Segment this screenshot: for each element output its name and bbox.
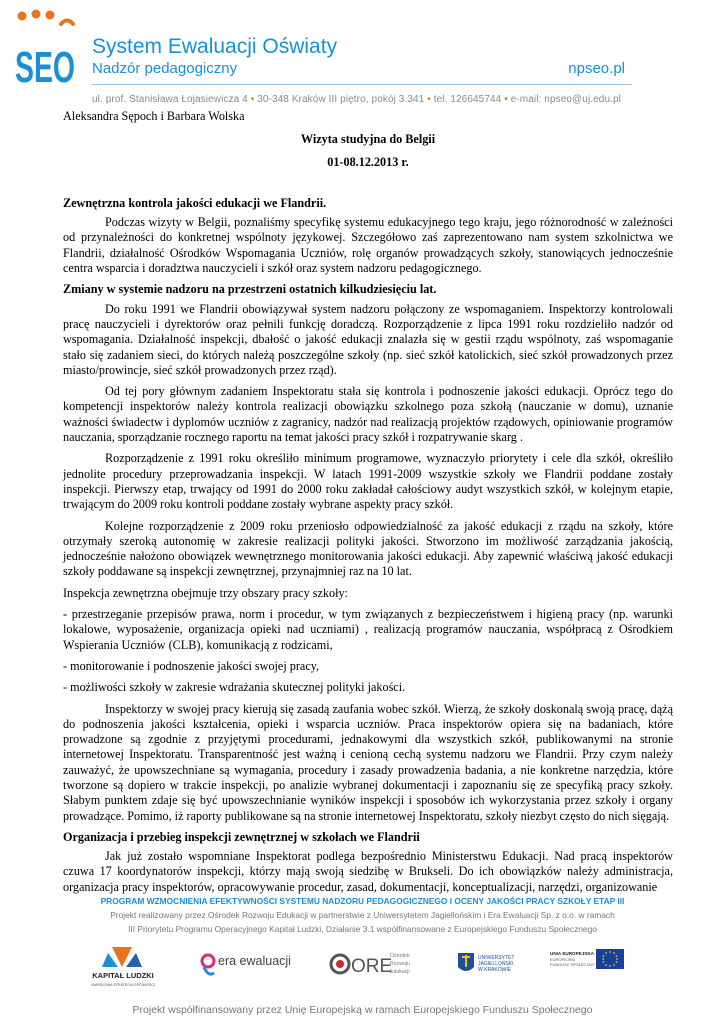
bullet-icon: • xyxy=(250,94,255,105)
svg-text:KAPITAŁ LUDZKI: KAPITAŁ LUDZKI xyxy=(92,971,154,980)
authors: Aleksandra Sępoch i Barbara Wolska xyxy=(63,109,245,123)
seo-logo xyxy=(14,10,78,92)
footer-cofinanced: Projekt współfinansowany przez Unię Europejską w ramach Europejskiego Funduszu Społecznego xyxy=(132,1004,593,1016)
svg-text:Edukacji: Edukacji xyxy=(390,969,410,975)
address-street: ul. prof. Stanisława Łojasiewicza 4 xyxy=(92,94,248,105)
kapital-ludzki-logo xyxy=(88,945,158,989)
eu-flag-icon xyxy=(548,945,628,989)
uj-logo xyxy=(454,945,534,989)
footer-priority: III Priorytetu Programu Operacyjnego Kapitał Ludzki, Działanie 3.1 współfinansowane z Europejskiego Funduszu Społecznego xyxy=(128,924,597,934)
list-item: - monitorowanie i podnoszenie jakości swojej pracy, xyxy=(63,658,320,673)
svg-text:UNIA EUROPEJSKA: UNIA EUROPEJSKA xyxy=(550,951,594,956)
paragraph: Inspekcja zewnętrzna obejmuje trzy obszary pracy szkoły: xyxy=(63,585,348,600)
era-ewaluacji-logo xyxy=(200,945,300,989)
footer-program: PROGRAM WZMOCNIENIA EFEKTYWNOŚCI SYSTEMU NADZORU PEDAGOGICZNEGO I OCENY JAKOŚCI PRACY SZKOŁY ETAP III xyxy=(100,896,625,906)
svg-text:Ośrodek: Ośrodek xyxy=(390,953,410,959)
bullet-icon: • xyxy=(427,94,431,105)
svg-text:SEO: SEO xyxy=(15,43,75,92)
paragraph: Rozporządzenie z 1991 roku określiło minimum programowe, wyznaczyło priorytety i cele dla szkół, określiło jednolite procedury przeprowadzania inspekcji. W latach 1991-2009 wszystkie szkoły we Flandrii poddane zostały inspekcji. Pierwszy etap, trwający od 1991 do 2000 roku zakładał całościowy audyt wszystkich szkół, w kolejnym etapie, trwającym do 2009 roku kontroli poddane zostały wybrane aspekty pracy szkół. xyxy=(63,451,673,512)
svg-text:ORE: ORE xyxy=(351,956,393,977)
section-heading: Zewnętrzna kontrola jakości edukacji we Flandrii. xyxy=(63,195,327,210)
list-item: - możliwości szkoły w zakresie wdrażania skutecznej polityki jakości. xyxy=(63,680,406,695)
address-phone: tel. 126645744 xyxy=(433,94,502,105)
svg-text:UNIWERSYTET: UNIWERSYTET xyxy=(478,955,515,961)
letterhead-subtitle: Nadzór pedagogiczny xyxy=(92,60,238,77)
uj-crest-icon xyxy=(454,945,534,989)
paragraph: Podczas wizyty w Belgii, poznaliśmy specyfikę systemu edukacyjnego tego kraju, jego różnorodność w zależności od przynależności do konkretnej wspólnoty językowej. Szczegółowo zaś zaprezentowano nam system szkolnictwa we Flandrii, działalność Ośrodków Wspomagania Uczniów, rolę organów prowadzących szkoły, stanowiących jednocześnie centra wsparcia i doradztwa nauczycieli i szkół oraz system nadzoru pedagogicznego. xyxy=(63,215,673,276)
list-item: - przestrzeganie przepisów prawa, norm i procedur, w tym związanych z bezpieczeństwem i higieną pracy (np. warunki lokalowe, wyposażenie, organizacja opieki nad uczniami) , realizacją programów nauczania, współpracą z Ośrodkiem Wspierania Uczniów (CLB), komunikacją z rodzicami, xyxy=(63,607,673,652)
svg-text:EUROPEJSKI: EUROPEJSKI xyxy=(550,957,576,962)
kapital-ludzki-icon xyxy=(88,945,158,989)
paragraph: Inspektorzy w swojej pracy kierują się zasadą zaufania wobec szkół. Wierzą, że szkoły doskonalą swoją pracę, dążą do podnoszenia jakości kształcenia, opieki i wsparcia uczniów. Praca inspektorów opiera się na badaniach, które prowadzone są zgodnie z przyjętymi procedurami, jednakowymi dla wszystkich szkół, publikowanymi na stronie internetowej Inspektoratu. Transparentność jest ważną i cenioną cechą systemu nadzoru we Flandrii. Przy czym należy zauważyć, że upowszechniane są wymagania, procedury i zasady prowadzenia badania, a nie konkretne narzędzia, które tworzone są dopiero w trakcie inspekcji, po analizie wybranej dokumentacji i zapoznaniu się ze specyfiką pracy szkoły. Słabym punktem zdaje się być upowszechnianie wyników inspekcji i sposobów ich wykorzystania przez szkoły i organy prowadzące. Pomimo, iż raporty publikowane są na stronie internetowej Inspektoratu, szkoły niezbyt często do nich sięgają. xyxy=(63,701,673,823)
paragraph: Od tej pory głównym zadaniem Inspektoratu stała się kontrola i podnoszenie jakości edukacji. Oprócz tego do kompetencji inspektorów należy kontrola realizacji obowiązku szkolnego poza szkołą (nauczanie w domu), uznanie ważności świadectw i dyplomów uczniów z zagranicy, nadzór nad realizacją projektów rządowych, opiniowanie programów nauczania, sporządzanie rocznego raportu na temat jakości pracy szkół i rozpatrywanie skarg . xyxy=(63,384,673,445)
paragraph: Jak już zostało wspomniane Inspektorat podlega bezpośrednio Ministerstwu Edukacji. Nad pracą inspektorów czuwa 17 koordynatorów inspekcji, którzy mają swoją siedzibę w Brukseli. Do ich obowiązków należy administracja, organizacja pracy inspektorów, opracowywanie procedur, zasad, dokumentacji, konceptualizacji, narzędzi, organizowanie xyxy=(63,849,673,894)
section-heading: Zmiany w systemie nadzoru na przestrzeni ostatnich kilkudziesięciu lat. xyxy=(63,282,437,297)
paragraph: Do roku 1991 we Flandrii obowiązywał system nadzoru połączony ze wspomaganiem. Inspektorzy kontrolowali pracę nauczycieli i dyrektorów oraz pełnili funkcję doradczą. Rozporządzenie z lipca 1991 roku rozdzieliło nadzór od wspomagania. Działalność inspekcji, dbałość o jakość edukacji znalazła się w gestii rządu wspólnoty, zaś wspomaganie stało się zadaniem sieci, do których należą poszczególne szkoły (np. sieć szkół katolickich, sieć szkół prowadzonych przez miasto/prowincje, sieć szkół prowadzonych przez rząd). xyxy=(63,301,673,377)
ore-icon xyxy=(328,945,428,989)
letterhead-website[interactable]: npseo.pl xyxy=(568,60,625,77)
eu-logo xyxy=(548,945,628,989)
letterhead xyxy=(0,0,725,110)
svg-text:JAGIELLOŃSKI: JAGIELLOŃSKI xyxy=(478,961,514,967)
bullet-icon: • xyxy=(504,94,508,105)
paragraph: Kolejne rozporządzenie z 2009 roku przeniosło odpowiedzialność za jakość edukacji z rządu na szkoły, które otrzymały szeroką autonomię w zakresie realizacji polityki jakości. Stworzono im możliwość zarządzania jakością, jednocześnie nałożono obowiązek wewnętrznego monitorowania jakości edukacji. Aby zapewnić właściwą jakość edukacji szkoły poddawane są inspekcji zewnętrznej, przynajmniej raz na 10 lat. xyxy=(63,518,673,579)
footer-project: Projekt realizowany przez Ośrodek Rozwoju Edukacji w partnerstwie z Uniwersytetem Jagiellońskim i Era Ewaluacji Sp. z o.o. w ramach xyxy=(110,910,615,920)
address-email[interactable]: e-mail: npseo@uj.edu.pl xyxy=(510,94,621,105)
svg-text:Rozwoju: Rozwoju xyxy=(390,961,410,967)
svg-text:era ewaluacji: era ewaluacji xyxy=(218,954,291,968)
letterhead-address xyxy=(92,94,621,105)
era-ewaluacji-icon xyxy=(200,945,300,989)
document-dates: 01-08.12.2013 r. xyxy=(327,154,409,169)
letterhead-divider xyxy=(92,84,632,85)
section-heading: Organizacja i przebieg inspekcji zewnętrznej w szkołach we Flandrii xyxy=(63,829,420,844)
page-footer xyxy=(0,893,725,1024)
document-title: Wizyta studyjna do Belgii xyxy=(300,132,436,147)
svg-text:FUNDUSZ SPOŁECZNY: FUNDUSZ SPOŁECZNY xyxy=(550,962,595,967)
letterhead-title: System Ewaluacji Oświaty xyxy=(92,35,338,58)
ore-logo xyxy=(328,945,428,989)
address-city: 30-348 Kraków III piętro, pokój 3.341 xyxy=(257,94,425,105)
svg-text:W KRAKOWIE: W KRAKOWIE xyxy=(478,967,512,973)
document-body xyxy=(63,109,673,901)
svg-text:NARODOWA STRATEGIA SPÓJNOŚCI: NARODOWA STRATEGIA SPÓJNOŚCI xyxy=(91,983,155,987)
